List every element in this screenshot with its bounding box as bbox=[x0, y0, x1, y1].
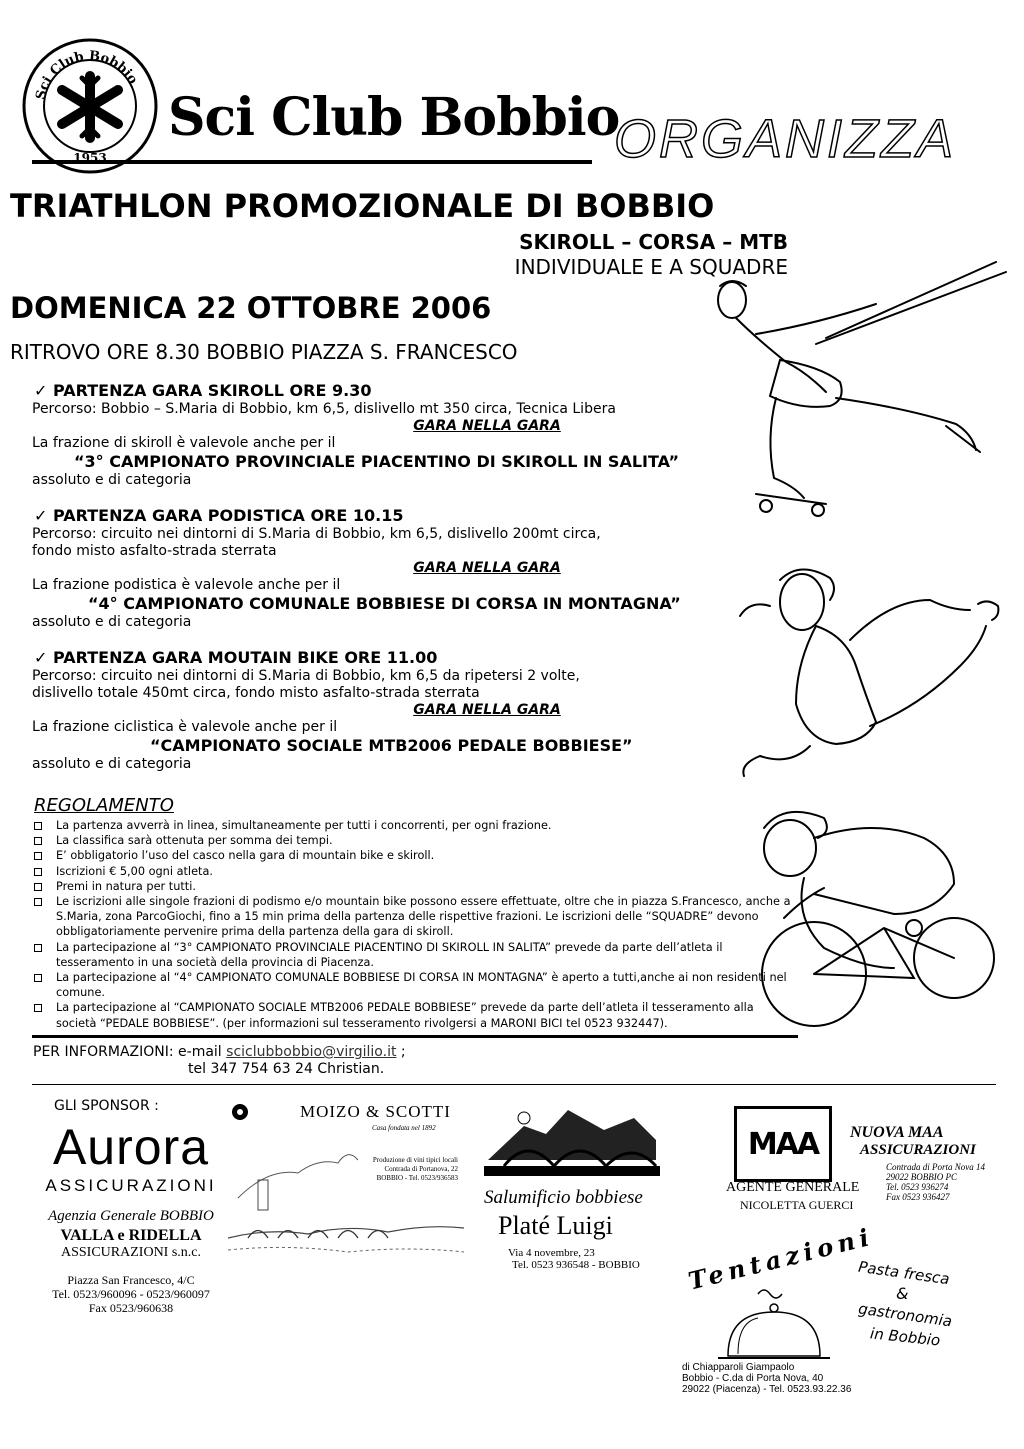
logo-ring-text: Sci Club Bobbio bbox=[33, 48, 141, 102]
salumificio-landscape-image bbox=[484, 1096, 660, 1178]
moizo-since: Casa fondata nel 1892 bbox=[372, 1124, 436, 1132]
race-valid-for: La frazione di skiroll è valevole anche per il bbox=[32, 435, 336, 451]
maa-tel: Tel. 0523 936274 bbox=[886, 1182, 949, 1192]
moizo-line3: BOBBIO - Tel. 0523/936583 bbox=[376, 1174, 458, 1182]
tentazioni-tag2: & bbox=[896, 1284, 909, 1303]
race-course: Percorso: circuito nei dintorni di S.Maria di Bobbio, km 6,5, dislivello 200mt circa, bbox=[32, 526, 601, 542]
moizo-line1: Produzione di vini tipici locali bbox=[372, 1156, 458, 1164]
tentazioni-tag3: gastronomia bbox=[857, 1299, 954, 1331]
tentazioni-tag1: Pasta fresca bbox=[857, 1257, 951, 1289]
moizo-line2: Contrada di Portanova, 22 bbox=[384, 1165, 458, 1173]
race-category: assoluto e di categoria bbox=[32, 756, 192, 772]
sponsor-divider bbox=[32, 1084, 996, 1085]
list-item: Le iscrizioni alle singole frazioni di podismo e/o mountain bike possono essere effettuate, oltre che in piazza S.Francesco, anche a S.Maria, zona ParcoGiochi, fino a 15 min prima della partenza delle rispettive frazioni. Le iscrizioni delle “SQUADRE” devono obbligatoriamente pervenire prima della partenza della gara di skiroll. bbox=[34, 894, 794, 940]
tentazioni-addr: Bobbio - C.da di Porta Nova, 40 bbox=[682, 1373, 824, 1384]
maa-name2: ASSICURAZIONI bbox=[860, 1142, 976, 1158]
contact-suffix: ; bbox=[396, 1044, 406, 1060]
race-course: fondo misto asfalto-strada sterrata bbox=[32, 543, 277, 559]
moizo-emblem-icon bbox=[228, 1100, 252, 1124]
event-date: DOMENICA 22 OTTOBRE 2006 bbox=[10, 291, 492, 325]
list-item: Iscrizioni € 5,00 ogni atleta. bbox=[34, 864, 794, 879]
maa-person: NICOLETTA GUERCI bbox=[740, 1198, 854, 1212]
sponsor-maa bbox=[726, 1104, 996, 1214]
cloche-icon bbox=[714, 1286, 834, 1366]
salumificio-name: Salumificio bobbiese bbox=[484, 1187, 643, 1208]
race-course: Percorso: Bobbio – S.Maria di Bobbio, km 6,5, dislivello mt 350 circa, Tecnica Libera bbox=[32, 401, 616, 417]
maa-role: AGENTE GENERALE bbox=[726, 1180, 860, 1195]
maa-fax: Fax 0523 936427 bbox=[886, 1192, 950, 1202]
race-podistica bbox=[32, 506, 792, 631]
maa-name: NUOVA MAA bbox=[850, 1124, 944, 1141]
list-item: La partenza avverrà in linea, simultaneamente per tutti i concorrenti, per ogni frazione. bbox=[34, 818, 794, 833]
event-title: TRIATHLON PROMOZIONALE DI BOBBIO bbox=[10, 187, 715, 225]
tentazioni-tel: 29022 (Piacenza) - Tel. 0523.93.22.36 bbox=[682, 1384, 852, 1395]
race-championship: “3° CAMPIONATO PROVINCIALE PIACENTINO DI SKIROLL IN SALITA” bbox=[74, 452, 680, 471]
cyclist-illustration bbox=[734, 798, 1006, 1044]
tentazioni-name: Tentazioni bbox=[685, 1221, 877, 1296]
maa-logo-icon: MAA bbox=[734, 1106, 832, 1182]
race-course: Percorso: circuito nei dintorni di S.Maria di Bobbio, km 6,5 da ripetersi 2 volte, bbox=[32, 668, 580, 684]
meeting-point: RITROVO ORE 8.30 BOBBIO PIAZZA S. FRANCESCO bbox=[10, 340, 518, 364]
event-disciplines: SKIROLL – CORSA – MTB bbox=[519, 230, 788, 254]
regolamento-title: REGOLAMENTO bbox=[34, 795, 174, 816]
sponsor-moizo bbox=[228, 1100, 464, 1270]
club-logo bbox=[22, 38, 158, 174]
race-valid-for: La frazione podistica è valevole anche per il bbox=[32, 577, 341, 593]
list-item: Premi in natura per tutti. bbox=[34, 879, 794, 894]
header-divider bbox=[32, 160, 592, 164]
sponsors-label: GLI SPONSOR : bbox=[54, 1098, 159, 1114]
list-item: E’ obbligatorio l’uso del casco nella gara di mountain bike e skiroll. bbox=[34, 848, 794, 863]
maa-addr2: 29022 BOBBIO PC bbox=[886, 1172, 957, 1182]
section-divider bbox=[32, 1035, 798, 1038]
salumificio-tel: Tel. 0523 936548 - BOBBIO bbox=[512, 1259, 640, 1271]
organizza-heading: ORGANIZZA bbox=[614, 109, 957, 169]
aurora-sub: ASSICURAZIONI bbox=[45, 1176, 217, 1195]
moizo-name: MOIZO & SCOTTI bbox=[300, 1102, 451, 1121]
club-name: Sci Club Bobbio bbox=[168, 87, 620, 148]
regolamento-list bbox=[34, 818, 794, 1031]
race-valid-for: La frazione ciclistica è valevole anche per il bbox=[32, 719, 338, 735]
aurora-firm2: ASSICURAZIONI s.n.c. bbox=[61, 1245, 201, 1260]
maa-contacts bbox=[886, 1162, 985, 1202]
maa-addr1: Contrada di Porta Nova 14 bbox=[886, 1162, 986, 1172]
event-format: INDIVIDUALE E A SQUADRE bbox=[514, 255, 788, 279]
race-mtb bbox=[32, 648, 792, 773]
sponsor-tentazioni bbox=[678, 1222, 978, 1402]
list-item: La partecipazione al “4° CAMPIONATO COMUNALE BOBBIESE DI CORSA IN MONTAGNA” è aperto a tutti,anche ai non residenti nel comune. bbox=[34, 970, 794, 1000]
aurora-fax: Fax 0523/960638 bbox=[88, 1301, 174, 1315]
contact-phone: tel 347 754 63 24 Christian. bbox=[188, 1061, 385, 1077]
salumificio-addr: Via 4 novembre, 23 bbox=[508, 1247, 595, 1259]
list-item: La classifica sarà ottenuta per somma dei tempi. bbox=[34, 833, 794, 848]
race-title: ✓ PARTENZA GARA SKIROLL ORE 9.30 bbox=[34, 381, 372, 400]
aurora-name: Aurora bbox=[52, 1119, 210, 1175]
race-championship: “4° CAMPIONATO COMUNALE BOBBIESE DI CORSA IN MONTAGNA” bbox=[88, 594, 681, 613]
race-category: assoluto e di categoria bbox=[32, 614, 192, 630]
tentazioni-contacts bbox=[682, 1362, 851, 1395]
race-category: assoluto e di categoria bbox=[32, 472, 192, 488]
tentazioni-tag4: in Bobbio bbox=[869, 1324, 942, 1350]
gara-nella-gara: GARA NELLA GARA bbox=[413, 702, 561, 718]
logo-year: 1953 bbox=[73, 151, 107, 165]
aurora-agency: Agenzia Generale BOBBIO bbox=[48, 1208, 214, 1224]
race-title: ✓ PARTENZA GARA MOUTAIN BIKE ORE 11.00 bbox=[34, 648, 438, 667]
tentazioni-owner: di Chiapparoli Giampaolo bbox=[682, 1362, 795, 1373]
email-link[interactable]: sciclubbobbio@virgilio.it bbox=[226, 1044, 397, 1060]
race-course: dislivello totale 450mt circa, fondo misto asfalto-strada sterrata bbox=[32, 685, 480, 701]
race-title: ✓ PARTENZA GARA PODISTICA ORE 10.15 bbox=[34, 506, 404, 525]
skiroll-athlete-illustration bbox=[676, 248, 1010, 518]
aurora-tel: Tel. 0523/960096 - 0523/960097 bbox=[52, 1287, 210, 1301]
sponsor-salumificio bbox=[484, 1096, 678, 1271]
list-item: La partecipazione al “3° CAMPIONATO PROVINCIALE PIACENTINO DI SKIROLL IN SALITA” prevede da parte dell’atleta il tesseramento in una società della provincia di Piacenza. bbox=[34, 940, 794, 970]
race-championship: “CAMPIONATO SOCIALE MTB2006 PEDALE BOBBIESE” bbox=[150, 736, 633, 755]
sponsor-aurora bbox=[36, 1119, 226, 1315]
aurora-firm: VALLA e RIDELLA bbox=[60, 1227, 202, 1244]
gara-nella-gara: GARA NELLA GARA bbox=[413, 418, 561, 434]
salumificio-owner: Platé Luigi bbox=[498, 1211, 613, 1240]
contact-email-line bbox=[33, 1045, 406, 1059]
gara-nella-gara: GARA NELLA GARA bbox=[413, 560, 561, 576]
aurora-addr: Piazza San Francesco, 4/C bbox=[67, 1273, 195, 1287]
runner-illustration bbox=[730, 556, 1006, 782]
moizo-landscape-image bbox=[228, 1128, 464, 1268]
contact-label: PER INFORMAZIONI: e-mail bbox=[33, 1044, 227, 1060]
list-item: La partecipazione al “CAMPIONATO SOCIALE MTB2006 PEDALE BOBBIESE” prevede da parte dell’atleta il tesseramento alla società “PEDALE BOBBIESE”. (per informazioni sul tesseramento rivolgersi a MARONI BICI tel 0523 932447). bbox=[34, 1000, 794, 1030]
